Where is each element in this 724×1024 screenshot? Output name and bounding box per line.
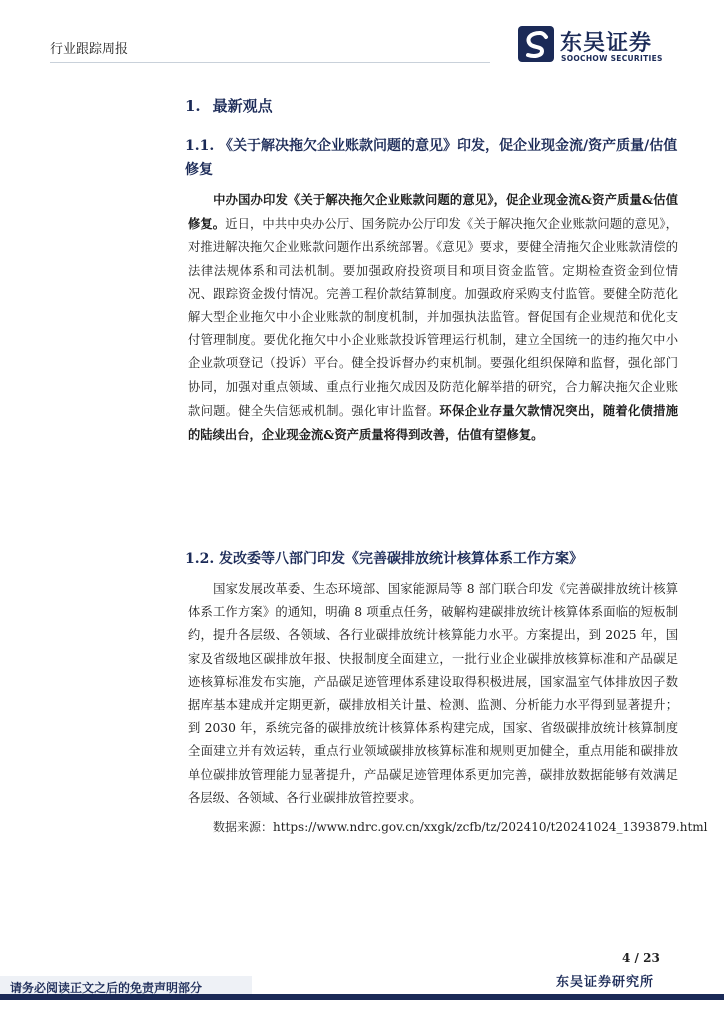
lead-bold-text: 中办国办印发《关于解决拖欠企业账款问题的意见》，促企业现金流&资产质量&估值修复。 <box>188 192 678 232</box>
paragraph-1-1 <box>188 188 678 447</box>
subsection-heading-1-1 <box>185 134 680 182</box>
page-number: 4 / 23 <box>622 951 660 965</box>
conclusion-bold-text: 环保企业存量欠款情况突出，随着化债措施的陆续出台，企业现金流&资产质量将得到改善，估值有望修复。 <box>188 402 678 443</box>
subsection-number: 1.1. <box>185 138 215 154</box>
data-source-note: 数据来源：https://www.ndrc.gov.cn/xxgk/zcfb/tz/202410/t20241024_1393879.html <box>213 820 708 834</box>
body-text: 国家发展改革委、生态环境部、国家能源局等 8 部门联合印发《完善碳排放统计核算体系工作方案》的通知，明确 8 项重点任务，破解构建碳排放统计核算体系面临的短板制约，提升各层级、各领域、各行业碳排放统计核算能力水平。方案提出，到 2025 年，国家及省级地区碳排放年报、快报制度全面建立，一批行业企业碳排放核算标准和产品碳足迹核算标准发布实施，产品碳足迹管理体系建设取得积极进展，国家温室气体排放因子数据库基本建成并定期更新，碳排放相关计量、检测、监测、分析能力水平得到显著提升；到 2030 年，系统完备的碳排放统计核算体系构建完成，国家、省级碳排放统计核算制度全面建立并有效运转，重点行业领域碳排放核算标准和规则更加健全，重点用能和碳排放单位碳排放管理能力显著提升，产品碳足迹管理体系更加完善，碳排放数据能够有效满足各层级、各领域、各行业碳排放管控要求。 <box>188 582 678 805</box>
section-number: 1. <box>185 97 201 115</box>
subsection-number: 1.2. <box>185 551 215 567</box>
paragraph-1-2 <box>188 578 678 810</box>
report-type-label: 行业跟踪周报 <box>50 42 129 57</box>
header-divider <box>50 62 490 63</box>
section-heading <box>185 95 273 116</box>
logo-english-name: SOOCHOW SECURITIES <box>561 54 663 63</box>
section-title: 最新观点 <box>212 97 273 115</box>
company-logo <box>518 26 678 66</box>
institute-name: 东吴证券研究所 <box>556 975 655 990</box>
logo-chinese-name: 东吴证券 <box>560 31 653 56</box>
disclaimer-text: 请务必阅读正文之后的免责声明部分 <box>10 981 203 995</box>
body-text: 近日，中共中央办公厅、国务院办公厅印发《关于解决拖欠企业账款问题的意见》，对推进解决拖欠企业账款问题作出系统部署。《意见》要求，要健全清拖欠企业账款清偿的法律法规体系和司法机制。要加强政府投资项目和项目资金监管。定期检查资金到位情况、跟踪资金拨付情况。完善工程价款结算制度。加强政府采购支付监管。要健全防范化解大型企业拖欠中小企业账款的制度机制，并加强执法监管。督促国有企业规范和优化支付管理制度。要优化拖欠中小企业账款投诉管理运行机制，建立全国统一的违约拖欠中小企业款项登记（投诉）平台。健全投诉督办约束机制。要强化组织保障和监督，强化部门协同，加强对重点领域、重点行业拖欠成因及防范化解举措的研究，合力解决拖欠企业账款问题。健全失信惩戒机制。强化审计监督。 <box>188 217 678 418</box>
subsection-title: 《关于解决拖欠企业账款问题的意见》印发，促企业现金流/资产质量/估值修复 <box>185 138 678 178</box>
soochow-logo-icon <box>518 26 554 62</box>
subsection-title: 发改委等八部门印发《完善碳排放统计核算体系工作方案》 <box>219 551 583 567</box>
subsection-heading-1-2 <box>185 547 680 571</box>
